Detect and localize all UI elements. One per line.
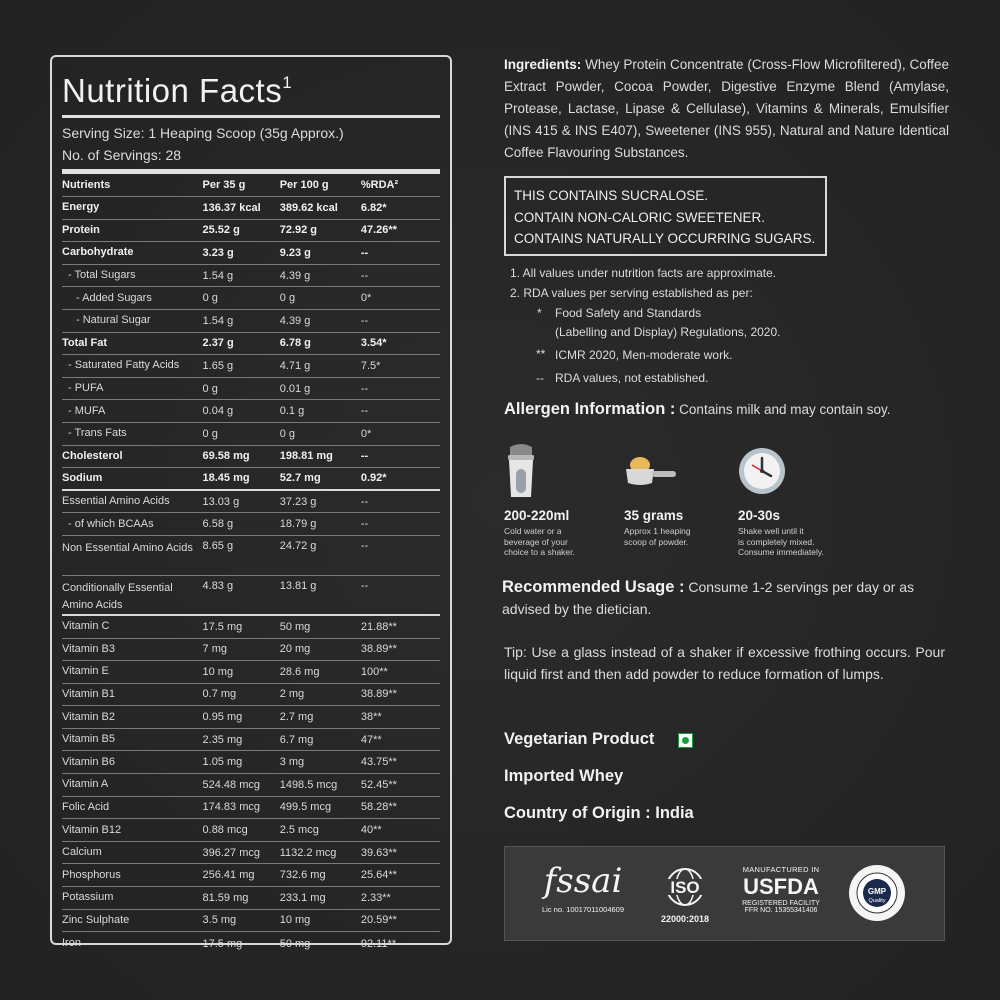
usage-step-powder — [624, 443, 744, 547]
certifications-panel — [504, 846, 945, 941]
table-row — [62, 423, 440, 446]
table-row — [62, 706, 440, 729]
nutrient-name: Cholesterol — [62, 449, 123, 462]
usage-step-shake — [738, 443, 858, 558]
table-row — [62, 468, 440, 491]
nutrition-table — [62, 174, 440, 955]
sweetener-warning-box — [504, 176, 827, 256]
table-row — [62, 751, 440, 774]
nutrient-name: Vitamin E — [62, 665, 109, 678]
footnote-text: (Labelling and Display) Regulations, 2020. — [555, 325, 781, 339]
per-35g-value: 2.35 mg — [202, 733, 243, 746]
rda-value: -- — [360, 450, 369, 463]
warning-line: CONTAIN NON-CALORIC SWEETENER. — [514, 209, 766, 225]
nutrient-name: Vitamin B1 — [62, 687, 115, 700]
footnote-mark: * — [537, 306, 542, 320]
nutrient-name: - of which BCAAs — [68, 517, 154, 530]
nutrient-name: Folic Acid — [62, 800, 110, 813]
table-row — [62, 639, 440, 662]
nutrient-name: Carbohydrate — [62, 246, 134, 259]
per-100g-value: 6.7 mg — [279, 733, 314, 746]
rda-value: 47** — [360, 733, 382, 746]
nutrient-name: Sodium — [62, 471, 103, 484]
rda-value: -- — [360, 495, 369, 508]
rda-value: 20.59** — [360, 914, 397, 927]
per-100g-value: 0 g — [279, 292, 296, 305]
per-100g-value: 4.71 g — [279, 359, 311, 372]
table-row — [62, 400, 440, 423]
table-row — [62, 333, 440, 356]
footnote-text: Food Safety and Standards — [555, 306, 702, 320]
nutrient-name: Vitamin A — [62, 778, 109, 791]
rda-value: 43.75** — [360, 756, 397, 769]
table-row — [62, 797, 440, 820]
globe-icon — [660, 867, 710, 907]
per-35g-value: 0 g — [202, 427, 218, 440]
nutrient-name: Calcium — [62, 846, 102, 859]
per-35g-value: 0.7 mg — [202, 688, 237, 701]
per-35g-value: 18.45 mg — [202, 472, 250, 485]
table-row — [62, 819, 440, 842]
rda-value: 21.88** — [360, 620, 397, 633]
rda-value: 40** — [360, 824, 382, 837]
per-100g-value: 2.5 mcg — [279, 824, 319, 837]
per-35g-value: 396.27 mcg — [202, 846, 260, 859]
rda-value: -- — [360, 579, 369, 592]
rda-value: 38.89** — [360, 643, 397, 656]
rda-value: -- — [360, 269, 369, 282]
rda-value: -- — [360, 405, 369, 418]
nutrient-name: - Saturated Fatty Acids — [68, 359, 180, 372]
per-35g-value: 17.5 mg — [202, 937, 243, 950]
rda-value: 39.63** — [360, 846, 397, 859]
table-row — [62, 576, 440, 616]
per-100g-value: 4.39 g — [279, 314, 311, 327]
recommended-usage — [502, 576, 952, 620]
nutrient-name: Phosphorus — [62, 868, 121, 881]
tip-text: Tip: Use a glass instead of a shaker if excessive frothing occurs. Pour liquid first and then add powder to reduce formation of lumps. — [504, 644, 945, 682]
step-amount: 20-30s — [738, 508, 781, 523]
rda-value: 38.89** — [360, 688, 397, 701]
per-35g-value: 174.83 mcg — [202, 801, 260, 814]
per-100g-value: 1132.2 mcg — [279, 846, 337, 859]
rda-value: 100** — [360, 665, 388, 678]
table-row — [62, 932, 440, 955]
per-100g-value: 50 mg — [279, 937, 311, 950]
footnote-text: RDA values, not established. — [555, 371, 709, 385]
vegetarian-label: Vegetarian Product — [504, 730, 655, 748]
per-100g-value: 0 g — [279, 427, 296, 440]
gmp-quality-badge — [847, 863, 907, 923]
table-row — [62, 491, 440, 514]
table-row — [62, 242, 440, 265]
table-row — [62, 265, 440, 288]
usage-step-water — [504, 443, 624, 558]
per-35g-value: 1.65 g — [202, 359, 234, 372]
per-100g-value: 9.23 g — [279, 246, 311, 259]
nutrient-name: Vitamin B12 — [62, 823, 122, 836]
rda-value: 38** — [360, 711, 382, 724]
rda-value: -- — [360, 518, 369, 531]
nutrition-title: Nutrition Facts$^1$ — [62, 72, 293, 109]
usfda-logo: MANUFACTURED IN USFDA REGISTERED FACILITY FFR NO. 15355341406 — [742, 865, 820, 914]
per-35g-value: 17.5 mg — [202, 620, 243, 633]
footnote-2: 2. RDA values per serving established as per: — [510, 286, 753, 300]
rda-value: 58.28** — [360, 801, 397, 814]
per-100g-value: 24.72 g — [279, 539, 317, 552]
rda-value: 6.82* — [360, 201, 387, 214]
per-35g-value: 0 g — [202, 292, 218, 305]
svg-text:GMP: GMP — [867, 887, 887, 896]
per-100g-value: 20 mg — [279, 643, 311, 656]
per-100g-value: 2.7 mg — [279, 711, 314, 724]
nutrient-name: Essential Amino Acids — [62, 495, 170, 508]
nutrient-name: Iron — [62, 937, 81, 950]
per-35g-value: 4.83 g — [202, 579, 234, 592]
per-100g-value: 2 mg — [279, 688, 305, 701]
rda-value: 2.33** — [360, 891, 391, 904]
rda-value: -- — [360, 246, 369, 259]
header-rda: %RDA² — [360, 179, 399, 191]
nutrient-name: Vitamin B5 — [62, 733, 115, 746]
recommended-label: Recommended Usage : — [502, 578, 685, 596]
servings-count: No. of Servings: 28 — [62, 147, 182, 163]
per-35g-value: 1.54 g — [202, 269, 234, 282]
table-row — [62, 774, 440, 797]
per-35g-value: 6.58 g — [202, 518, 234, 531]
per-35g-value: 3.23 g — [202, 246, 234, 259]
ingredients-label: Ingredients: — [504, 57, 582, 72]
per-35g-value: 1.05 mg — [202, 756, 243, 769]
allergen-label: Allergen Information : — [504, 400, 676, 418]
nutrient-name: Total Fat — [62, 336, 108, 349]
ingredients-text — [504, 54, 949, 164]
per-35g-value: 1.54 g — [202, 314, 234, 327]
nutrient-name: - MUFA — [68, 404, 106, 417]
nutrient-name: Vitamin C — [62, 620, 110, 633]
table-row — [62, 197, 440, 220]
per-100g-value: 18.79 g — [279, 518, 317, 531]
per-35g-value: 0 g — [202, 382, 218, 395]
iso-logo — [655, 867, 715, 924]
header-per-100g: Per 100 g — [279, 179, 329, 191]
divider — [62, 115, 440, 118]
per-100g-value: 3 mg — [279, 756, 305, 769]
table-row — [62, 355, 440, 378]
table-row — [62, 684, 440, 707]
per-100g-value: 72.92 g — [279, 224, 318, 237]
per-100g-value: 10 mg — [279, 914, 311, 927]
rda-value: 47.26** — [360, 224, 397, 237]
table-row — [62, 842, 440, 865]
per-100g-value: 28.6 mg — [279, 665, 320, 678]
footnote-mark: -- — [536, 371, 544, 385]
per-35g-value: 3.5 mg — [202, 914, 237, 927]
nutrient-name: - PUFA — [68, 382, 104, 395]
per-35g-value: 10 mg — [202, 665, 234, 678]
per-35g-value: 8.65 g — [202, 539, 234, 552]
footnote-text: ICMR 2020, Men-moderate work. — [555, 348, 733, 362]
nutrition-facts-panel — [50, 55, 452, 950]
nutrient-name: - Total Sugars — [68, 269, 136, 282]
per-35g-value: 256.41 mg — [202, 869, 255, 882]
imported-whey-label: Imported Whey — [504, 767, 624, 785]
step-amount: 35 grams — [624, 508, 684, 523]
rda-value: 7.5* — [360, 359, 381, 372]
rda-value: -- — [360, 314, 369, 327]
per-100g-value: 13.81 g — [279, 579, 317, 592]
rda-value: 0* — [360, 427, 372, 440]
rda-value: 25.64** — [360, 869, 397, 882]
step-desc: Cold water or a beverage of your choice to a shaker. — [504, 526, 575, 557]
clock-icon — [738, 443, 788, 499]
per-100g-value: 389.62 kcal — [279, 201, 338, 214]
rda-value: 92.11** — [360, 937, 397, 950]
nutrient-name: Potassium — [62, 891, 114, 904]
svg-text:ISO: ISO — [670, 878, 700, 897]
per-35g-value: 2.37 g — [202, 337, 234, 350]
nutrient-name: - Added Sugars — [76, 291, 152, 304]
table-row — [62, 446, 440, 469]
table-row — [62, 220, 440, 243]
per-35g-value: 0.04 g — [202, 405, 234, 418]
per-35g-value: 0.88 mcg — [202, 824, 248, 837]
step-desc: Shake well until it is completely mixed. Consume immediately. — [738, 526, 824, 557]
rda-value: -- — [360, 382, 369, 395]
warning-line: CONTAINS NATURALLY OCCURRING SUGARS. — [514, 231, 816, 246]
nutrient-name: Vitamin B3 — [62, 642, 115, 655]
per-35g-value: 13.03 g — [202, 495, 240, 508]
recommended-text: Consume 1-2 servings per day or as advised by the dietician. — [502, 579, 915, 617]
table-row — [62, 536, 440, 576]
per-35g-value: 7 mg — [202, 643, 227, 656]
table-row — [62, 616, 440, 639]
allergen-text: Contains milk and may contain soy. — [675, 402, 891, 417]
nutrient-name: Conditionally Essential Amino Acids — [62, 581, 173, 611]
nutrient-name: Energy — [62, 201, 100, 214]
nutrient-name: Non Essential Amino Acids — [62, 541, 193, 554]
nutrient-name: Vitamin B6 — [62, 755, 115, 768]
per-100g-value: 4.39 g — [279, 269, 311, 282]
table-header — [62, 174, 440, 197]
per-35g-value: 69.58 mg — [202, 450, 250, 463]
nutrient-name: - Natural Sugar — [76, 314, 151, 327]
footnote-mark: ** — [536, 347, 546, 361]
fssai-logo: fssai Lic no. 10017011004609 — [533, 861, 633, 914]
iso-number: 22000:2018 — [660, 914, 710, 924]
table-row — [62, 887, 440, 910]
rda-value: 52.45** — [360, 778, 397, 791]
per-35g-value: 0.95 mg — [202, 711, 243, 724]
svg-text:Quality: Quality — [868, 898, 886, 904]
per-100g-value: 52.7 mg — [279, 472, 321, 485]
per-35g-value: 136.37 kcal — [202, 201, 261, 214]
rda-value: 0* — [360, 292, 372, 305]
shaker-icon — [504, 443, 538, 499]
per-100g-value: 732.6 mg — [279, 869, 326, 882]
serving-size: Serving Size: 1 Heaping Scoop (35g Approx.) — [62, 125, 344, 141]
per-100g-value: 37.23 g — [279, 495, 317, 508]
per-100g-value: 6.78 g — [279, 337, 311, 350]
table-row — [62, 910, 440, 933]
per-100g-value: 499.5 mcg — [279, 801, 332, 814]
step-amount: 200-220ml — [504, 508, 570, 523]
per-100g-value: 0.01 g — [279, 382, 311, 395]
footnote-1: 1. All values under nutrition facts are approximate. — [510, 266, 777, 280]
rda-value: 3.54* — [360, 337, 387, 350]
rda-value: 0.92* — [360, 472, 387, 485]
per-35g-value: 524.48 mcg — [202, 778, 260, 791]
nutrient-name: Protein — [62, 223, 100, 236]
table-row — [62, 513, 440, 536]
header-per-35g: Per 35 g — [202, 179, 246, 191]
scoop-icon — [624, 443, 680, 499]
nutrient-name: Zinc Sulphate — [62, 913, 130, 926]
per-100g-value: 198.81 mg — [279, 450, 333, 463]
per-100g-value: 0.1 g — [279, 405, 305, 418]
gmp-seal-icon — [847, 863, 907, 923]
warning-line: THIS CONTAINS SUCRALOSE. — [514, 188, 709, 203]
allergen-info — [504, 400, 891, 419]
table-row — [62, 661, 440, 684]
per-35g-value: 25.52 g — [202, 224, 240, 237]
nutrient-name: - Trans Fats — [68, 427, 127, 440]
step-desc: Approx 1 heaping scoop of powder. — [624, 526, 691, 547]
table-row — [62, 864, 440, 887]
ingredients-list: Whey Protein Concentrate (Cross-Flow Microfiltered), Coffee Extract Powder, Cocoa Powder, Digestive Enzyme Blend (Amylase, Protease, Lactase, Lipase & Cellulase), Vitamins & Minerals, Emulsifier (INS 415 & INS E407), Sweetener (INS 955), Natural and Nature Identical Coffee Flavouring Substances. — [504, 57, 949, 160]
table-row — [62, 729, 440, 752]
header-nutrients: Nutrients — [62, 178, 111, 191]
per-100g-value: 1498.5 mcg — [279, 778, 338, 791]
fssai-license: Lic no. 10017011004609 — [541, 905, 625, 914]
per-100g-value: 50 mg — [279, 620, 311, 633]
nutrient-name: Vitamin B2 — [62, 710, 115, 723]
table-row — [62, 310, 440, 333]
per-35g-value: 81.59 mg — [202, 891, 249, 904]
table-row — [62, 378, 440, 401]
country-of-origin: Country of Origin : India — [504, 804, 694, 822]
table-row — [62, 287, 440, 310]
rda-value: -- — [360, 539, 369, 552]
per-100g-value: 233.1 mg — [279, 891, 326, 904]
veg-symbol-icon — [678, 733, 693, 748]
